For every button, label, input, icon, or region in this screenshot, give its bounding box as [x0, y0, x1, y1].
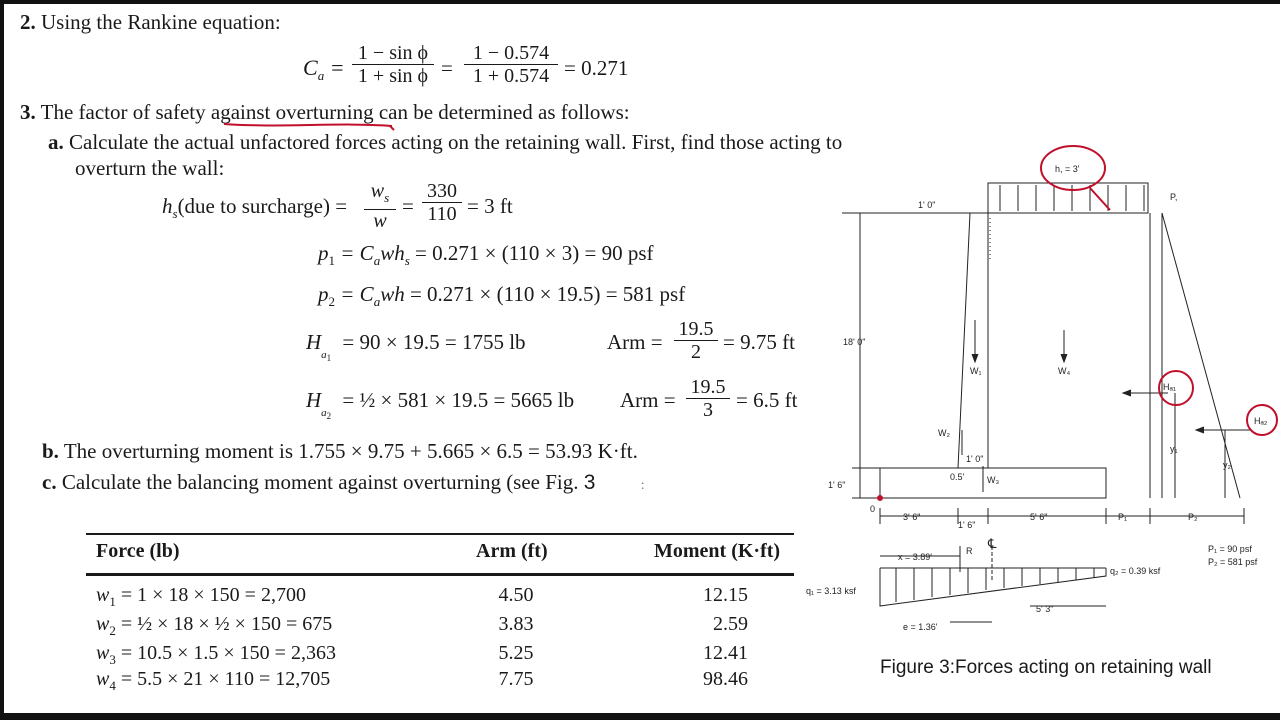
- step-a-line1: a. Calculate the actual unfactored forces acting on the retaining wall. First, find those acting to: [48, 130, 843, 154]
- wall-stem: [958, 213, 988, 468]
- ca-lhs: $C_a$ =: [303, 55, 345, 83]
- label-y2: y₂: [1223, 460, 1231, 470]
- hs-result: = 3 ft: [467, 194, 513, 218]
- label-five-six: 5' 6": [1030, 512, 1048, 522]
- ha2-equation: $H_{a2}$ = ½ × 581 × 19.5 = 5665 lb: [306, 388, 575, 421]
- ca-fraction-2: $\frac{1 - 0.574}{1 + 0.574}$: [464, 42, 558, 87]
- ha2-arm-fraction: $\frac{19.5}{3}$: [686, 376, 730, 421]
- table-header-force: Force (lb): [96, 540, 180, 562]
- ha1-equation: $H_{a1} = 90 \times 19.5 = 1755$ lb: [306, 330, 526, 363]
- label-half: 0.5': [950, 472, 965, 482]
- label-y1: y₁: [1170, 444, 1178, 454]
- label-p2: P₂: [1188, 512, 1198, 522]
- label-q2: q₂ = 0.39 ksf: [1110, 566, 1161, 576]
- ha2-arm-label: Arm =: [620, 388, 676, 412]
- table-row-3-force: $w_3 = 10.5 \times 1.5 \times 150 = 2,363$: [96, 642, 336, 667]
- ha2-arm-result: = 6.5 ft: [736, 388, 798, 412]
- surcharge-arrows: [1000, 185, 1144, 211]
- table-row-2-force: $w_2$ = ½ × 18 × ½ × 150 = 675: [96, 613, 333, 638]
- ca-result: = 0.271: [564, 56, 629, 80]
- table-row-1-force: $w_1 = 1 \times 18 \times 150 = 2,700$: [96, 584, 306, 609]
- underlined-phrase: against overturning: [210, 100, 374, 124]
- p2-equation: $p_2 = C_awh = 0.271 \times (110 \times 19.5) = 581$ psf: [318, 282, 686, 309]
- table-row-3-moment: 12.41: [703, 642, 748, 664]
- label-zero: 0: [870, 504, 876, 514]
- table-row-1-arm: 4.50: [498, 584, 534, 606]
- label-ha1: Hₐ₁: [1163, 382, 1176, 392]
- ha1-arm-label: Arm =: [607, 330, 663, 354]
- step-3-heading: 3. The factor of safety against overturning can be determined as follows:: [20, 100, 630, 124]
- label-w2: W₂: [938, 428, 950, 438]
- label-one-ft: 1' 0": [918, 200, 936, 210]
- table-row-4-force: $w_4 = 5.5 \times 21 \times 110 = 12,705$: [96, 668, 331, 693]
- label-five-three: 5' 3": [1036, 604, 1054, 614]
- label-w3: W₃: [987, 475, 1000, 485]
- label-p1: P₁: [1118, 512, 1128, 522]
- equals-sign: =: [402, 194, 414, 218]
- step-a-line2: overturn the wall:: [75, 156, 225, 180]
- step-c: c. Calculate the balancing moment against overturning (see Fig. 3 :: [42, 470, 645, 494]
- table-header-rule: [86, 573, 794, 576]
- label-w1: W₁: [970, 366, 982, 376]
- label-ha2: Hₐ₂: [1254, 416, 1268, 426]
- table-row-2-arm: 3.83: [498, 613, 534, 635]
- label-p1-value: P₁ = 90 psf: [1208, 544, 1252, 554]
- soil-pressure-arrows: [896, 568, 1094, 602]
- table-row-2-moment: 2.59: [713, 613, 748, 635]
- hs-fraction-2: $\frac{330}{110}$: [422, 180, 462, 225]
- table-row-3-arm: 5.25: [498, 642, 534, 664]
- table-row-1-moment: 12.15: [703, 584, 748, 606]
- w1-arrowhead: [972, 354, 978, 362]
- retaining-wall-figure: [800, 140, 1278, 640]
- equals-sign: =: [441, 56, 453, 80]
- bottom-border: [0, 713, 1280, 720]
- label-one-ft-b: 1' 0": [966, 454, 984, 464]
- left-border: [0, 0, 4, 720]
- label-one-six: 1' 6": [828, 480, 846, 490]
- hs-fraction-1: $\frac{w_s}{w}$: [364, 180, 396, 232]
- hs-pointer: [1090, 188, 1110, 210]
- table-row-4-moment: 98.46: [703, 668, 748, 690]
- label-x: x = 3.89': [898, 552, 932, 562]
- pressure-triangle-edge: [1162, 213, 1240, 498]
- toe-point-mark: [878, 496, 882, 500]
- label-e: e = 1.36': [903, 622, 938, 632]
- label-18ft: 18' 0": [843, 337, 866, 347]
- table-header-arm: Arm (ft): [476, 540, 548, 562]
- label-three-six: 3' 6": [903, 512, 921, 522]
- label-w4: W₄: [1058, 366, 1071, 376]
- ha1-arm-result: = 9.75 ft: [723, 330, 795, 354]
- label-r: R: [966, 546, 973, 556]
- label-ps: P,: [1170, 192, 1178, 202]
- surcharge-block: [988, 183, 1148, 213]
- label-centerline: ℄: [988, 536, 997, 551]
- step-b: b. The overturning moment is 1.755 × 9.75 + 5.665 × 6.5 = 53.93 K·ft.: [42, 439, 638, 463]
- label-hs: h, = 3': [1055, 164, 1080, 174]
- p1-equation: $p_1 = C_awh_s = 0.271 \times (110 \times 3) = 90$ psf: [318, 241, 654, 268]
- ca-fraction-1: $\frac{\text{1 − sin ϕ}}{\text{1 + sin ϕ}}$: [352, 42, 434, 87]
- table-header-moment: Moment (K·ft): [654, 540, 781, 562]
- label-q1: q₁ = 3.13 ksf: [806, 586, 856, 596]
- label-p2-value: P₂ = 581 psf: [1208, 557, 1258, 567]
- hs-lhs: $h_s(due$ to surcharge) =: [162, 194, 348, 221]
- top-border: [0, 0, 1280, 4]
- ha1-arm-fraction: $\frac{19.5}{2}$: [674, 318, 718, 363]
- figure-caption: Figure 3:Forces acting on retaining wall: [880, 657, 1212, 678]
- step-2-heading: 2. Using the Rankine equation:: [20, 10, 281, 34]
- table-row-4-arm: 7.75: [498, 668, 534, 690]
- label-one-six-b: 1' 6": [958, 520, 976, 530]
- table-top-rule: [86, 533, 794, 535]
